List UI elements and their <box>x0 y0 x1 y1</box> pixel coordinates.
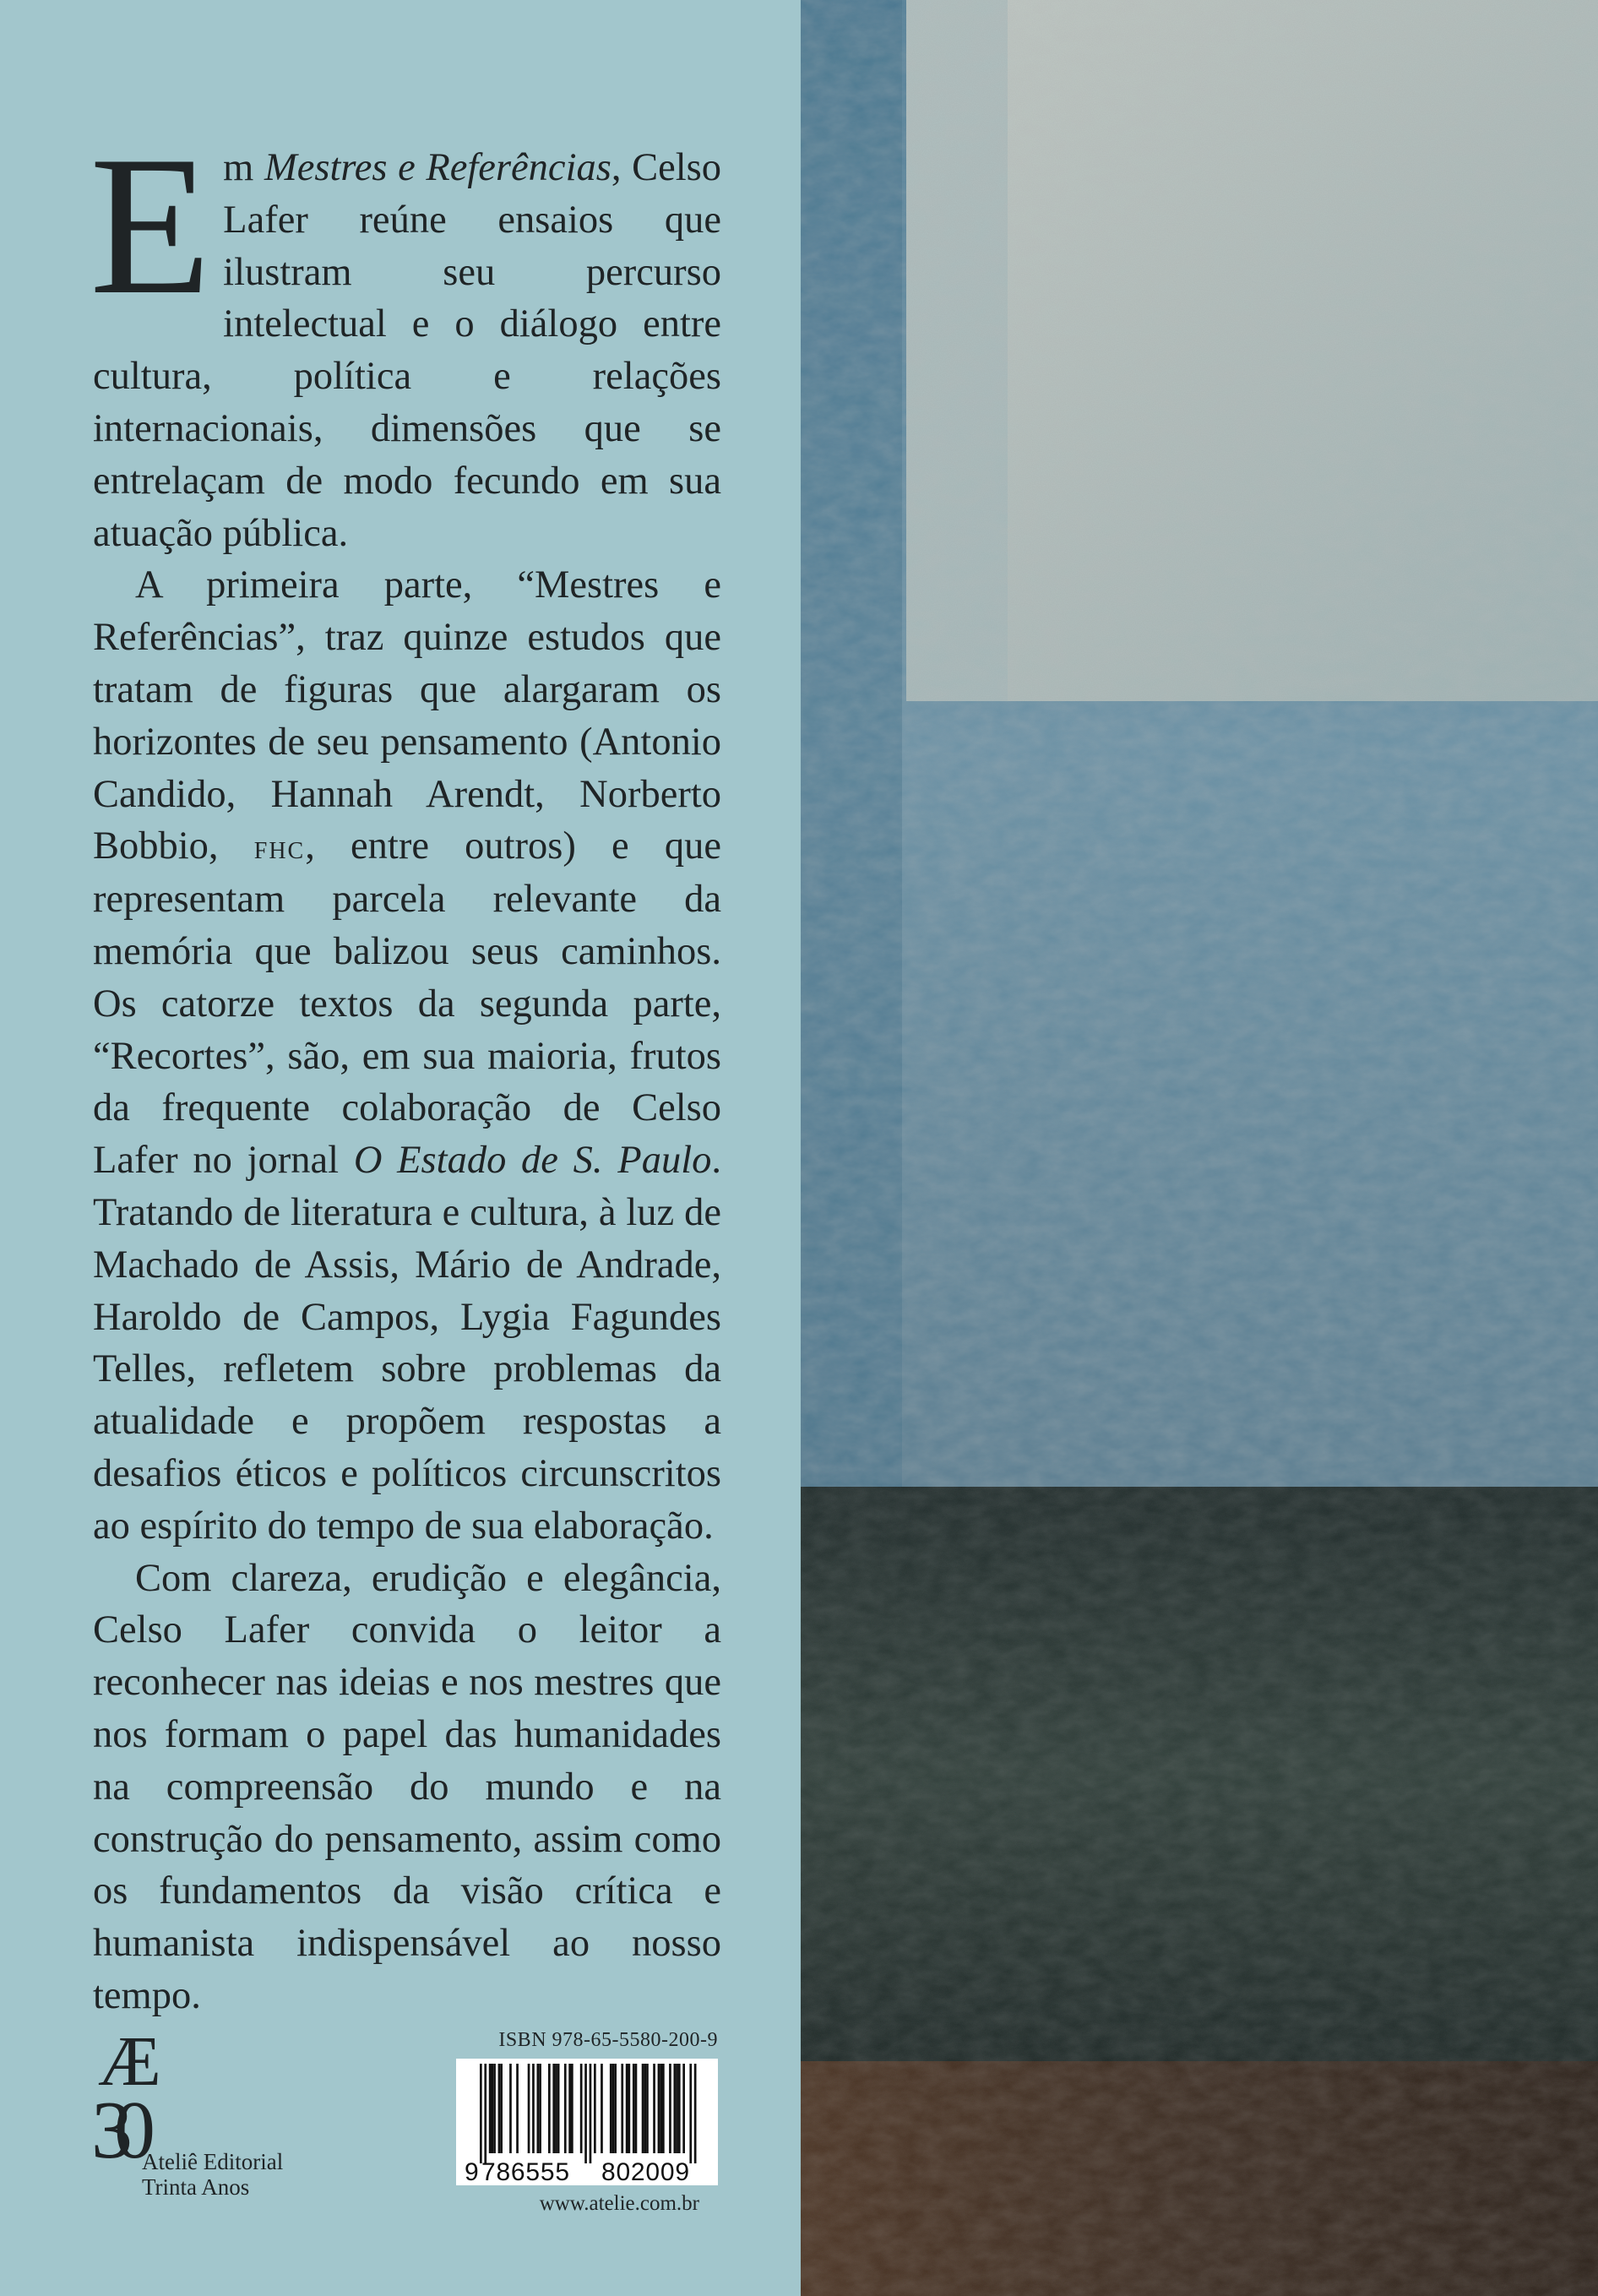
barcode-bar <box>548 2064 551 2153</box>
barcode-bar <box>568 2064 571 2153</box>
website-url: www.atelie.com.br <box>539 2192 699 2215</box>
barcode-bar <box>539 2064 541 2153</box>
barcode-bar <box>500 2064 503 2153</box>
barcode <box>456 2059 718 2185</box>
fhc-abbrev: fhc <box>253 828 306 867</box>
barcode-digit-first: 9 <box>465 2158 479 2185</box>
barcode-bar <box>594 2064 596 2153</box>
blurb-paragraph-3: Com clareza, erudição e elegância, Celso Lafer convida o leitor a reconhecer nas ideias e nos mestres que nos formam o papel das humanidades na compreensão do mundo e na construção do pensamento, assim como os fundamentos da visão crítica e humanista indispensável ao nosso tempo. <box>93 1556 721 2017</box>
logo-ae-ligature: Æ <box>98 2022 161 2101</box>
barcode-bar <box>658 2064 660 2153</box>
barcode-bar <box>676 2064 678 2153</box>
barcode-bar <box>557 2064 560 2153</box>
cover-painting <box>801 0 1598 2296</box>
drop-cap: E <box>90 116 212 336</box>
painting-canvas-grain <box>801 0 1598 2296</box>
barcode-bar <box>564 2064 567 2153</box>
publisher-logo <box>91 2022 311 2200</box>
newspaper-title: O Estado de S. Paulo <box>353 1139 712 1183</box>
barcode-bar <box>612 2064 615 2153</box>
barcode-bar <box>489 2064 492 2153</box>
barcode-bar <box>682 2064 685 2153</box>
isbn-block <box>456 2029 718 2216</box>
barcode-bar <box>509 2064 512 2153</box>
barcode-bar <box>621 2064 623 2153</box>
blurb-paragraph-2 <box>93 559 721 1552</box>
barcode-digits-right: 802009 <box>601 2158 689 2185</box>
barcode-bar <box>678 2064 681 2153</box>
barcode-bar <box>635 2064 638 2153</box>
barcode-bar <box>628 2064 631 2153</box>
barcode-bar <box>601 2064 603 2153</box>
barcode-bar <box>662 2064 665 2153</box>
barcode-bar <box>498 2064 501 2153</box>
blurb-p2-start: A primeira parte, “Mestres e Referências”, traz quinze estudos que tratam de figuras que alargaram os horizontes de seu pensamento (Antonio Candido, Hannah Arendt, Norberto Bobbio, <box>93 563 721 868</box>
barcode-bar <box>537 2064 540 2153</box>
barcode-digits-left: 786555 <box>481 2158 569 2185</box>
blurb-p2-mid: , entre outros) e que representam parcela relevante da memória que balizou seus caminhos. Os catorze textos da segunda parte, “Recortes”, são, em sua maioria, frutos da frequente colaboração de Celso Lafer no jornal <box>93 824 722 1183</box>
blurb-p1-start: m <box>223 146 264 189</box>
barcode-bar <box>633 2064 635 2153</box>
barcode-bar <box>669 2064 671 2153</box>
publisher-name-line2: Trinta Anos <box>142 2174 250 2200</box>
barcode-bar <box>626 2064 628 2153</box>
barcode-bar <box>493 2064 496 2153</box>
barcode-bar <box>642 2064 644 2153</box>
barcode-bar <box>552 2064 555 2153</box>
barcode-bar <box>653 2064 655 2153</box>
barcode-bar <box>674 2064 677 2153</box>
barcode-bar <box>580 2064 583 2153</box>
barcode-bar <box>644 2064 646 2153</box>
isbn-label: ISBN 978-65-5580-200-9 <box>498 2029 718 2051</box>
barcode-bar <box>571 2064 573 2153</box>
barcode-bar <box>480 2064 482 2163</box>
logo-thirty: 30 <box>91 2085 137 2176</box>
barcode-bar <box>590 2064 592 2163</box>
barcode-bar <box>610 2064 612 2153</box>
blurb-p1-rest: , Celso Lafer reúne ensaios que ilustram seu percurso intelectual e o diálogo entre cultura, política e relações internacionais, dimensões que se entrelaçam de modo fecundo em sua atuação pública. <box>93 146 722 555</box>
barcode-bar <box>516 2064 519 2153</box>
barcode-bar <box>584 2064 587 2163</box>
barcode-bar <box>528 2064 530 2153</box>
barcode-bar <box>532 2064 535 2153</box>
blurb-p2-end: . Tratando de literatura e cultura, à luz de Machado de Assis, Mário de Andrade, Haroldo de Campos, Lygia Fagundes Telles, refletem sobre problemas da atualidade e propõem respostas a desafios éticos e políticos circunscritos ao espírito do tempo de sua elaboração. <box>93 1139 721 1548</box>
barcode-bar <box>689 2064 692 2163</box>
publisher-name <box>142 2149 283 2200</box>
barcode-bar <box>492 2064 494 2153</box>
barcode-bar <box>660 2064 662 2153</box>
publisher-name-line1: Ateliê Editorial <box>142 2149 284 2174</box>
barcode-bar <box>484 2064 486 2163</box>
barcode-bar <box>614 2064 617 2153</box>
barcode-bar <box>555 2064 557 2153</box>
blurb-text <box>90 116 722 2022</box>
barcode-bar <box>646 2064 649 2153</box>
book-title: Mestres e Referências <box>264 146 611 189</box>
blurb-paragraph-1 <box>90 116 722 559</box>
barcode-bar <box>694 2064 697 2163</box>
